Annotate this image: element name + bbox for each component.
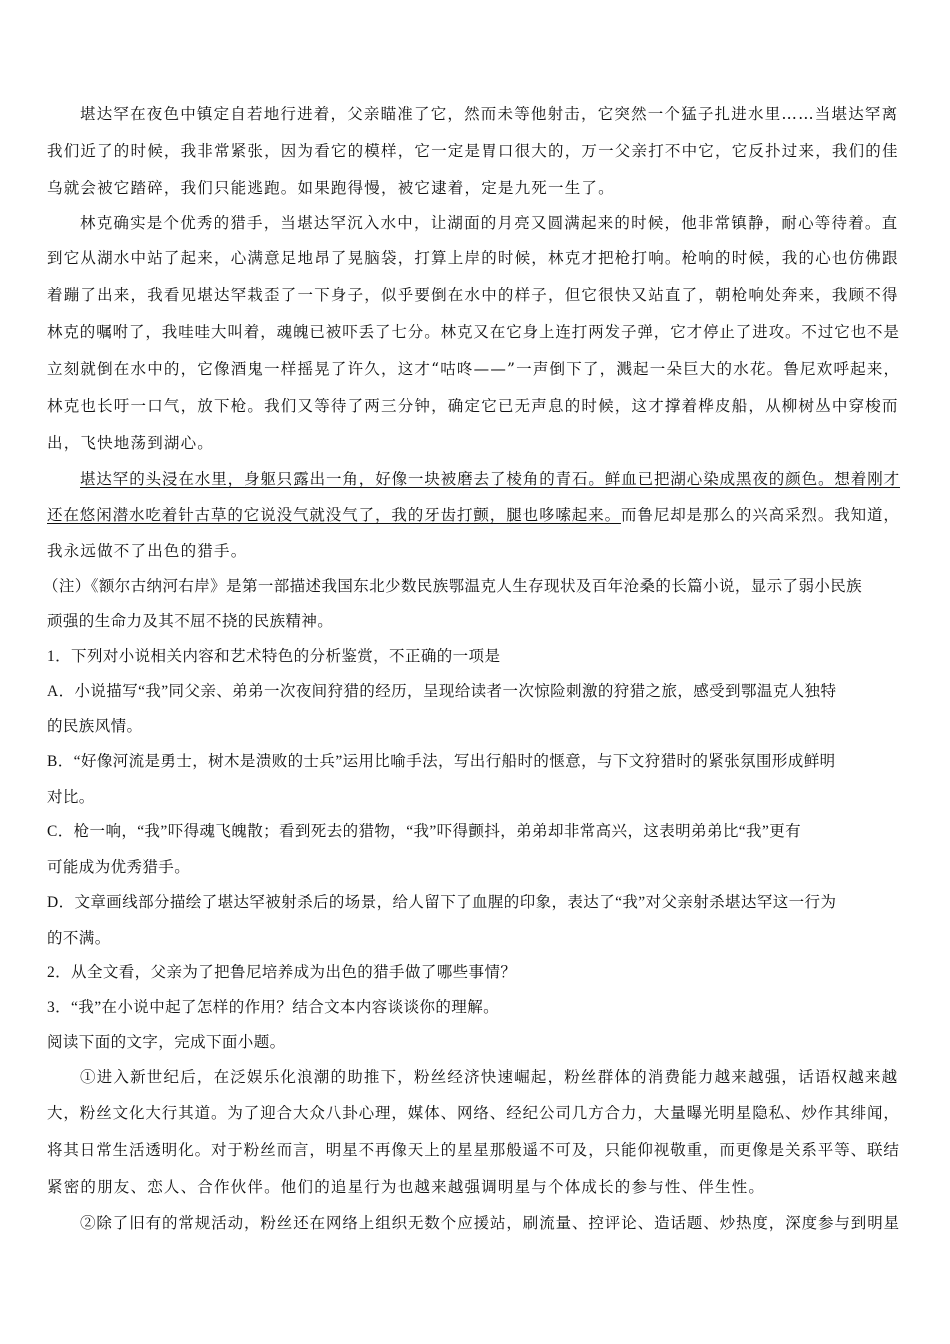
question-1: 1．下列对小说相关内容和艺术特色的分析鉴赏，不正确的一项是 (47, 648, 501, 665)
story-p2-line-7: 出，飞快地荡到湖心。 (47, 434, 215, 452)
story-p1-line-2: 我们近了的时候，我非常紧张，因为看它的模样，它一定是胃口很大的，万一父亲打不中它，它反扑过来，我们的佳 (47, 142, 899, 160)
reading-p2-line-1: ②除了旧有的常规活动，粉丝还在网络上组织无数个应援站，刷流量、控评论、造话题、炒热度，深度参与到明星 (80, 1214, 901, 1232)
option-c-line-2: 可能成为优秀猎手。 (47, 859, 191, 876)
option-a-line-2: 的民族风情。 (47, 718, 143, 735)
story-p2-line-6: 林克也长吁一口气，放下枪。我们又等待了两三分钟，确定它已无声息的时候，这才撑着桦皮船，从柳树丛中穿梭而 (47, 397, 899, 415)
question-3: 3．“我”在小说中起了怎样的作用？结合文本内容谈谈你的理解。 (47, 999, 500, 1016)
story-p2-line-4: 林克的嘱咐了，我哇哇大叫着，魂魄已被吓丢了七分。林克又在它身上连打两发子弹，它才停止了进攻。不过它也不是 (47, 323, 900, 341)
question-2: 2．从全文看，父亲为了把鲁尼培养成为出色的猎手做了哪些事情？ (47, 964, 517, 981)
option-a-line-1: A．小说描写“我”同父亲、弟弟一次夜间狩猎的经历，呈现给读者一次惊险刺激的狩猎之旅，感受到鄂温克人独特 (47, 683, 837, 700)
story-p1-line-3: 乌就会被它踏碎，我们只能逃跑。如果跑得慢，被它逮着，定是九死一生了。 (47, 179, 615, 197)
reading-p1-line-4: 紧密的朋友、恋人、合作伙伴。他们的追星行为也越来越强调明星与个体成长的参与性、伴生性。 (47, 1178, 766, 1196)
story-p3-line-3: 我永远做不了出色的猎手。 (47, 542, 248, 560)
note-line-2: 顽强的生命力及其不屈不挠的民族精神。 (47, 613, 334, 630)
note-line-1: （注）《额尔古纳河右岸》是第一部描述我国东北少数民族鄂温克人生存现状及百年沧桑的长篇小说，显示了弱小民族 (43, 578, 863, 595)
reading-instruction: 阅读下面的文字，完成下面小题。 (47, 1034, 286, 1051)
reading-p1-line-3: 将其日常生活透明化。对于粉丝而言，明星不再像天上的星星那般遥不可及，只能仰视敬重，而更像是关系平等、联结 (47, 1141, 900, 1159)
reading-p1-line-2: 大，粉丝文化大行其道。为了迎合大众八卦心理，媒体、网络、经纪公司几方合力，大量曝光明星隐私、炒作其绯闻， (47, 1104, 900, 1122)
story-p2-line-1: 林克确实是个优秀的猎手，当堪达罕沉入水中，让湖面的月亮又圆满起来的时候，他非常镇静，耐心等待着。直 (80, 214, 899, 232)
option-d-line-1: D．文章画线部分描绘了堪达罕被射杀后的场景，给人留下了血腥的印象，表达了“我”对父亲射杀堪达罕这一行为 (47, 894, 837, 911)
story-p2-line-3: 着蹦了出来，我看见堪达罕栽歪了一下身子，似乎要倒在水中的样子，但它很快又站直了，朝枪响处奔来，我顾不得 (47, 286, 899, 304)
option-b-line-1: B．“好像河流是勇士，树木是溃败的士兵”运用比喻手法，写出行船时的惬意，与下文狩猎时的紧张氛围形成鲜明 (47, 753, 836, 770)
option-c-line-1: C．枪一响，“我”吓得魂飞魄散；看到死去的猎物，“我”吓得颤抖，弟弟却非常高兴，这表明弟弟比“我”更有 (47, 823, 802, 840)
story-p2-line-5: 立刻就倒在水中的，它像酒鬼一样摇晃了许久，这才“咕咚——”一声倒下了，溅起一朵巨大的水花。鲁尼欢呼起来， (47, 360, 901, 378)
story-p3-underlined-line-2: 还在悠闲潜水吃着针古草的它说没气就没气了，我的牙齿打颤，腿也哆嗦起来。 (47, 506, 622, 524)
story-p1-line-1: 堪达罕在夜色中镇定自若地行进着，父亲瞄准了它，然而未等他射击，它突然一个猛子扎进水里……当堪达罕离 (80, 105, 899, 123)
story-p3-line-2-rest: 而鲁尼却是那么的兴高采烈。我知道， (621, 506, 900, 524)
story-p3-line-2 (47, 505, 900, 525)
option-d-line-2: 的不满。 (47, 930, 111, 947)
option-b-line-2: 对比。 (47, 789, 95, 806)
story-p3-underlined-line-1: 堪达罕的头浸在水里，身躯只露出一角，好像一块被磨去了棱角的青石。鲜血已把湖心染成黑夜的颜色。想着刚才 (80, 470, 901, 488)
reading-p1-line-1: ①进入新世纪后，在泛娱乐化浪潮的助推下，粉丝经济快速崛起，粉丝群体的消费能力越来越强，话语权越来越 (80, 1068, 899, 1086)
story-p2-line-2: 到它从湖水中站了起来，心满意足地昂了晃脑袋，打算上岸的时候，林克才把枪打响。枪响的时候，我的心也仿佛跟 (47, 249, 899, 267)
